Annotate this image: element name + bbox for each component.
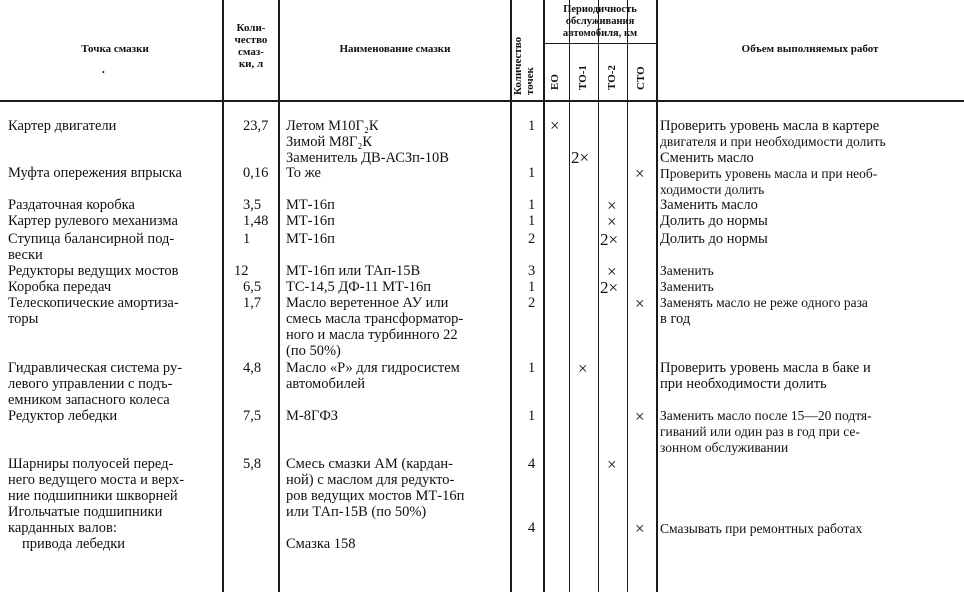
point-label: Коробка передач bbox=[8, 279, 112, 295]
points-count: 1 bbox=[528, 408, 536, 424]
header-quantity: Коли- чество смаз- ки, л bbox=[234, 22, 268, 70]
point-label: Шарниры полуосей перед- bbox=[8, 456, 174, 472]
lubricant-name: или ТАп-15В (по 50%) bbox=[286, 504, 427, 520]
header-periodicity: Периодичность обслуживания автомобиля, км bbox=[562, 4, 638, 39]
lubricant-name: М-8ГФЗ bbox=[286, 408, 339, 424]
work-text: Заменить масло после 15—20 подтя- bbox=[660, 408, 872, 423]
header-to2: ТО-2 bbox=[606, 65, 618, 90]
grid-line bbox=[543, 0, 545, 592]
grid-line bbox=[222, 0, 224, 592]
mark-sto: × bbox=[635, 407, 645, 426]
mark-sto: × bbox=[635, 519, 645, 538]
grid-line bbox=[598, 0, 599, 592]
work-text: Сменить масло bbox=[660, 150, 754, 166]
points-count: 1 bbox=[528, 279, 536, 295]
point-label: емником запасного колеса bbox=[8, 392, 170, 408]
lubricant-name: Смесь смазки АМ (кардан- bbox=[286, 456, 453, 472]
points-count: 4 bbox=[528, 456, 536, 472]
quantity-value: 1 bbox=[243, 231, 251, 247]
lubricant-name: То же bbox=[286, 165, 321, 181]
work-text: двигателя и при необходимости долить bbox=[660, 134, 886, 149]
header-lubricant: Наименование смазки bbox=[339, 43, 451, 55]
point-label: ние подшипники шкворней bbox=[8, 488, 178, 504]
quantity-value: 5,8 bbox=[243, 456, 262, 472]
lubricant-name: Смазка 158 bbox=[286, 536, 356, 552]
point-label: Картер рулевого механизма bbox=[8, 213, 178, 229]
lubricant-name: МТ-16п bbox=[286, 213, 335, 229]
quantity-value: 23,7 bbox=[243, 118, 269, 134]
point-label: Гидравлическая система ру- bbox=[8, 360, 183, 376]
header-eo: ЕО bbox=[549, 74, 561, 90]
header-to1: ТО-1 bbox=[577, 65, 589, 90]
point-label: Редуктор лебедки bbox=[8, 408, 118, 424]
lubricant-name: (по 50%) bbox=[286, 343, 341, 359]
work-text: в год bbox=[660, 311, 691, 327]
points-count: 3 bbox=[528, 263, 536, 279]
quantity-value: 12 bbox=[234, 263, 249, 279]
work-text: при необходимости долить bbox=[660, 376, 827, 392]
mark-to2: × bbox=[607, 455, 617, 474]
grid-line bbox=[569, 0, 570, 592]
work-text: гиваний или один раз в год при се- bbox=[660, 424, 860, 439]
lubricant-name: МТ-16п bbox=[286, 197, 335, 213]
quantity-value: 1,7 bbox=[243, 295, 262, 311]
point-label: Игольчатые подшипники bbox=[8, 504, 163, 520]
work-text: зонном обслуживании bbox=[660, 440, 789, 455]
point-label: вески bbox=[8, 247, 43, 263]
point-label: Телескопические амортиза- bbox=[8, 295, 179, 311]
points-count: 1 bbox=[528, 165, 536, 181]
work-text: Смазывать при ремонтных работах bbox=[660, 521, 863, 536]
mark-to2: × bbox=[607, 262, 617, 281]
mark-sto: × bbox=[635, 294, 645, 313]
quantity-value: 3,5 bbox=[243, 197, 262, 213]
points-count: 1 bbox=[528, 197, 536, 213]
grid-line bbox=[656, 0, 658, 592]
lubricant-name: ного и масла турбинного 22 bbox=[286, 327, 458, 343]
lubricant-name: Масло «Р» для гидросистем bbox=[286, 360, 460, 376]
point-label: него ведущего моста и верх- bbox=[8, 472, 185, 488]
lubricant-name: МТ-16п bbox=[286, 231, 335, 247]
quantity-value: 6,5 bbox=[243, 279, 262, 295]
header-dot: • bbox=[102, 68, 105, 77]
work-text: Заменить bbox=[660, 279, 714, 294]
point-label: карданных валов: bbox=[8, 520, 117, 536]
quantity-value: 7,5 bbox=[243, 408, 262, 424]
lubricant-name: ров ведущих мостов МТ-16п bbox=[286, 488, 465, 504]
grid-line bbox=[627, 0, 628, 592]
points-count: 2 bbox=[528, 231, 536, 247]
points-count: 1 bbox=[528, 360, 536, 376]
points-count: 2 bbox=[528, 295, 536, 311]
lubricant-name: МТ-16п или ТАп-15В bbox=[286, 263, 421, 279]
points-count: 1 bbox=[528, 118, 536, 134]
grid-line bbox=[278, 0, 280, 592]
point-label: торы bbox=[8, 311, 39, 327]
work-text: Проверить уровень масла в картере bbox=[660, 118, 880, 134]
point-label: Раздаточная коробка bbox=[8, 197, 135, 213]
lubricant-name: Заменитель ДВ-АСЗп-10В bbox=[286, 150, 449, 166]
work-text: Проверить уровень масла в баке и bbox=[660, 360, 871, 376]
work-text: Заменить bbox=[660, 263, 714, 278]
lubricant-name: Зимой М8Г₂К bbox=[286, 134, 373, 150]
work-text: Заменять масло не реже одного раза bbox=[660, 295, 868, 310]
mark-to2: × bbox=[607, 212, 617, 231]
point-label: Картер двигатели bbox=[8, 118, 117, 134]
work-text: Долить до нормы bbox=[660, 213, 768, 229]
points-count: 4 bbox=[528, 520, 536, 536]
quantity-value: 1,48 bbox=[243, 213, 269, 229]
header-sto: СТО bbox=[635, 66, 647, 90]
point-label: Редукторы ведущих мостов bbox=[8, 263, 179, 279]
mark-eo: × bbox=[550, 116, 560, 135]
quantity-value: 0,16 bbox=[243, 165, 269, 181]
mark-to2: 2× bbox=[600, 278, 619, 297]
header-points-count: Количество точек bbox=[512, 36, 536, 95]
mark-sto: × bbox=[635, 164, 645, 183]
lubricant-name: ной) с маслом для редукто- bbox=[286, 472, 455, 488]
work-text: ходимости долить bbox=[660, 182, 765, 197]
work-text: Проверить уровень масла и при необ- bbox=[660, 166, 878, 181]
mark-to2: 2× bbox=[600, 230, 619, 249]
header-point: Точка смазки bbox=[81, 43, 149, 55]
point-label: левого управлении с подъ- bbox=[8, 376, 173, 392]
lubricant-name: смесь масла трансформатор- bbox=[286, 311, 464, 327]
point-label: Ступица балансирной под- bbox=[8, 231, 175, 247]
point-label: привода лебедки bbox=[22, 536, 126, 552]
lubricant-name: ТС-14,5 ДФ-11 МТ-16п bbox=[286, 279, 431, 295]
points-count: 1 bbox=[528, 213, 536, 229]
mark-to2: × bbox=[607, 196, 617, 215]
work-text: Заменить масло bbox=[660, 197, 758, 213]
point-label: Муфта опережения впрыска bbox=[8, 165, 182, 181]
mark-to1: × bbox=[578, 359, 588, 378]
lubricant-name: автомобилей bbox=[286, 376, 366, 392]
work-text: Долить до нормы bbox=[660, 231, 768, 247]
header-work: Объем выполняемых работ bbox=[741, 43, 879, 55]
header-subrule bbox=[543, 43, 656, 44]
header-rule bbox=[0, 100, 964, 102]
lubricant-name: Летом М10Г₂К bbox=[286, 118, 379, 134]
mark-to1: 2× bbox=[571, 148, 590, 167]
quantity-value: 4,8 bbox=[243, 360, 262, 376]
lubricant-name: Масло веретенное АУ или bbox=[286, 295, 449, 311]
